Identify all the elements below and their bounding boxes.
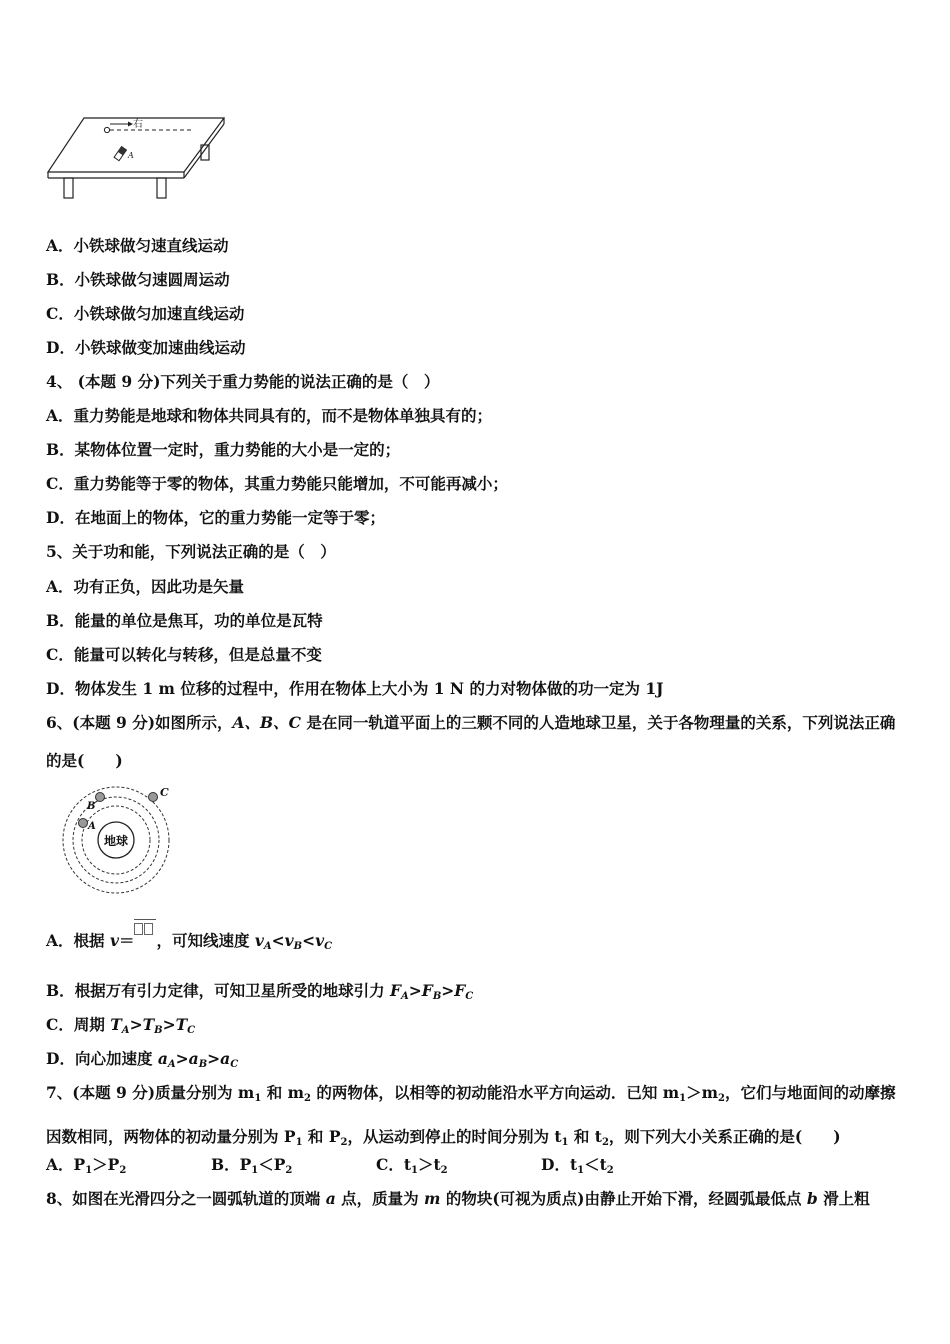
q6-option-d: D．向心加速度 $a_A>a_B>a_C$ <box>46 1049 239 1070</box>
q3-option-a: A．小铁球做匀速直线运动 <box>46 236 229 255</box>
q3-option-c: C．小铁球做匀加速直线运动 <box>46 304 245 323</box>
label-a: A <box>88 821 96 832</box>
earth-label: 地球 <box>104 834 129 848</box>
q5-option-d: D．物体发生 1 m 位移的过程中，作用在物体上大小为 1 N 的力对物体做的功一定为 1J <box>46 679 664 698</box>
q3-option-d: D．小铁球做变加速曲线运动 <box>46 338 246 357</box>
q7-option-d: D．$t_1<t_2$ <box>541 1155 614 1176</box>
table-figure <box>44 110 234 205</box>
arrow-label: 右 <box>133 119 143 130</box>
satellite-c <box>149 793 158 802</box>
q6-option-a: A．根据 v＝ ，可知线速度 $v_A<v_B<v_C$ <box>46 931 332 957</box>
q7-option-a: A．$P_1>P_2$ <box>46 1155 127 1176</box>
satellite-b <box>96 793 105 802</box>
q5-stem: 5、关于功和能，下列说法正确的是（ ） <box>46 542 336 561</box>
q6-stem: 6、(本题 9 分)如图所示，A、B、C 是在同一轨道平面上的三颗不同的人造地球卫星，关于各物理量的关系，下列说法正确的是( ) <box>46 713 896 770</box>
q7-stem: 7、(本题 9 分)质量分别为 $m_1$ 和 $m_2$ 的两物体，以相等的初动能沿水平方向运动．已知 $m_1>m_2$，它们与地面间的动摩擦因数相同，两物体的初动量分别为 $P_1$ 和 $P_2$，从运动到停止的时间分别为 $t_1$ 和 $t_2$，则下列大小关系正确的是( ) <box>46 1083 896 1148</box>
q5-option-a: A．功有正负，因此功是矢量 <box>46 577 245 596</box>
ball-label: A <box>128 151 134 160</box>
q6-option-b: B．根据万有引力定律，可知卫星所受的地球引力 $F_A>F_B>F_C$ <box>46 981 474 1002</box>
q4-stem: 4、 (本题 9 分)下列关于重力势能的说法正确的是（ ） <box>46 372 440 391</box>
sqrt-formula-icon <box>134 919 156 936</box>
q8-stem: 8、如图在光滑四分之一圆弧轨道的顶端 a 点，质量为 m 的物块(可视为质点)由静止开始下滑，经圆弧最低点 b 滑上粗 <box>46 1189 870 1208</box>
label-b: B <box>87 801 96 812</box>
ball-icon <box>104 127 109 132</box>
q7-option-c: C．$t_1>t_2$ <box>376 1155 448 1176</box>
q4-option-a: A．重力势能是地球和物体共同具有的，而不是物体单独具有的； <box>46 406 493 425</box>
q3-option-b: B．小铁球做匀速圆周运动 <box>46 270 230 289</box>
q6-option-c: C．周期 $T_A>T_B>T_C$ <box>46 1015 196 1036</box>
orbit-figure <box>56 782 181 894</box>
q4-option-c: C．重力势能等于零的物体，其重力势能只能增加，不可能再减小； <box>46 474 508 493</box>
q5-option-b: B．能量的单位是焦耳，功的单位是瓦特 <box>46 611 323 630</box>
satellite-a <box>79 819 88 828</box>
q5-option-c: C．能量可以转化与转移，但是总量不变 <box>46 645 322 664</box>
q4-option-b: B．某物体位置一定时，重力势能的大小是一定的； <box>46 440 401 459</box>
q4-option-d: D．在地面上的物体，它的重力势能一定等于零； <box>46 508 385 527</box>
q7-option-b: B．$P_1<P_2$ <box>211 1155 293 1176</box>
magnet-icon <box>114 147 126 161</box>
label-c: C <box>160 786 169 799</box>
